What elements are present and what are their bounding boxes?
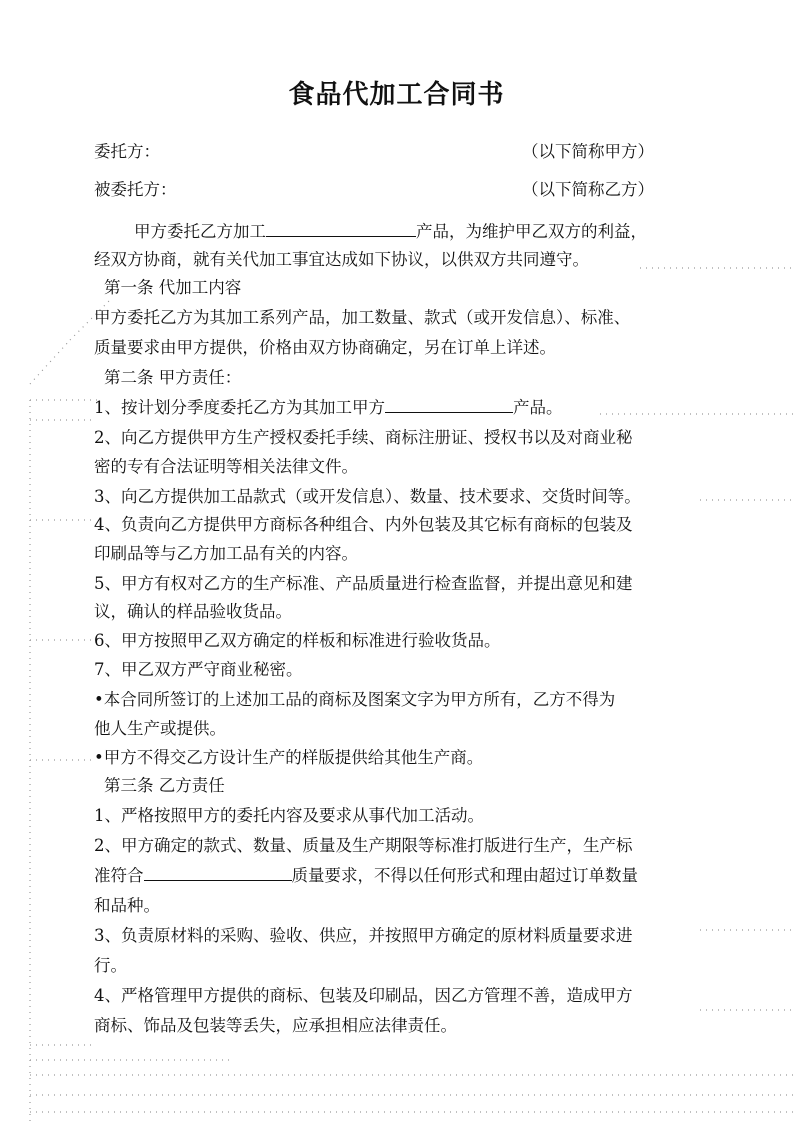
- article-2-item-2a: 2、向乙方提供甲方生产授权委托手续、商标注册证、授权书以及对商业秘: [94, 428, 633, 447]
- article-3-item-4b: 商标、饰品及包装等丢失，应承担相应法律责任。: [94, 1016, 457, 1035]
- article-3-item-2c: 和品种。: [94, 896, 160, 915]
- article-2-item-7: 7、甲乙双方严守商业秘密。: [94, 660, 303, 679]
- article-3-heading: 第三条 乙方责任: [104, 776, 225, 795]
- intro-line-2: 经双方协商，就有关代加工事宜达成如下协议，以供双方共同遵守。: [94, 250, 589, 269]
- item-1-text-b: 产品。: [513, 398, 563, 417]
- party-a-note: （以下简称甲方）: [522, 142, 654, 161]
- article-3-item-2a: 2、甲方确定的款式、数量、质量及生产期限等标准打版进行生产，生产标: [94, 836, 633, 855]
- article-2-item-5a: 5、甲方有权对乙方的生产标准、产品质量进行检查监督，并提出意见和建: [94, 574, 633, 593]
- party-b-note: （以下简称乙方）: [522, 180, 654, 199]
- intro-line-1: [134, 218, 746, 246]
- article-2-item-3: 3、向乙方提供加工品款式（或开发信息）、数量、技术要求、交货时间等。: [94, 487, 641, 506]
- intro-text-a: 甲方委托乙方加工: [134, 222, 266, 241]
- product-blank: [385, 394, 513, 413]
- article-2-item-6: 6、甲方按照甲乙双方确定的样板和标准进行验收货品。: [94, 631, 501, 650]
- item-2b-text-b: 质量要求，不得以任何形式和理由超过订单数量: [291, 866, 638, 885]
- product-blank: [266, 218, 416, 237]
- article-3-item-3a: 3、负责原材料的采购、验收、供应，并按照甲方确定的原材料质量要求进: [94, 926, 633, 945]
- article-1-para-2: 质量要求由甲方提供，价格由双方协商确定，另在订单上详述。: [94, 338, 556, 357]
- article-2-heading: 第二条 甲方责任：: [104, 368, 242, 387]
- item-2b-text-a: 准符合: [94, 866, 144, 885]
- article-2-item-9: •甲方不得交乙方设计生产的样版提供给其他生产商。: [94, 748, 484, 767]
- article-2-item-2b: 密的专有合法证明等相关法律文件。: [94, 457, 358, 476]
- article-3-item-4a: 4、严格管理甲方提供的商标、包装及印刷品，因乙方管理不善，造成甲方: [94, 986, 633, 1005]
- article-3-item-1: 1、严格按照甲方的委托内容及要求从事代加工活动。: [94, 806, 484, 825]
- party-b-label: 被委托方：: [94, 180, 177, 199]
- article-1-para-1: 甲方委托乙方为其加工系列产品，加工数量、款式（或开发信息）、标准、: [94, 308, 631, 327]
- article-3-item-2b: [94, 862, 706, 890]
- party-a-label: 委托方：: [94, 142, 160, 161]
- article-2-item-1: [94, 394, 706, 422]
- article-2-item-8a: •本合同所签订的上述加工品的商标及图案文字为甲方所有，乙方不得为: [94, 690, 616, 709]
- document-title: 食品代加工合同书: [288, 80, 505, 110]
- article-2-item-4a: 4、负责向乙方提供甲方商标各种组合、内外包装及其它标有商标的包装及: [94, 515, 633, 534]
- article-2-item-8b: 他人生产或提供。: [94, 719, 226, 738]
- article-3-item-3b: 行。: [94, 956, 127, 975]
- quality-blank: [144, 862, 292, 881]
- article-2-item-4b: 印刷品等与乙方加工品有关的内容。: [94, 544, 358, 563]
- intro-text-b: 产品，为维护甲乙双方的利益，: [416, 222, 647, 241]
- article-1-heading: 第一条 代加工内容: [104, 278, 242, 297]
- article-2-item-5b: 议，确认的样品验收货品。: [94, 602, 292, 621]
- item-1-text-a: 1、按计划分季度委托乙方为其加工甲方: [94, 398, 385, 417]
